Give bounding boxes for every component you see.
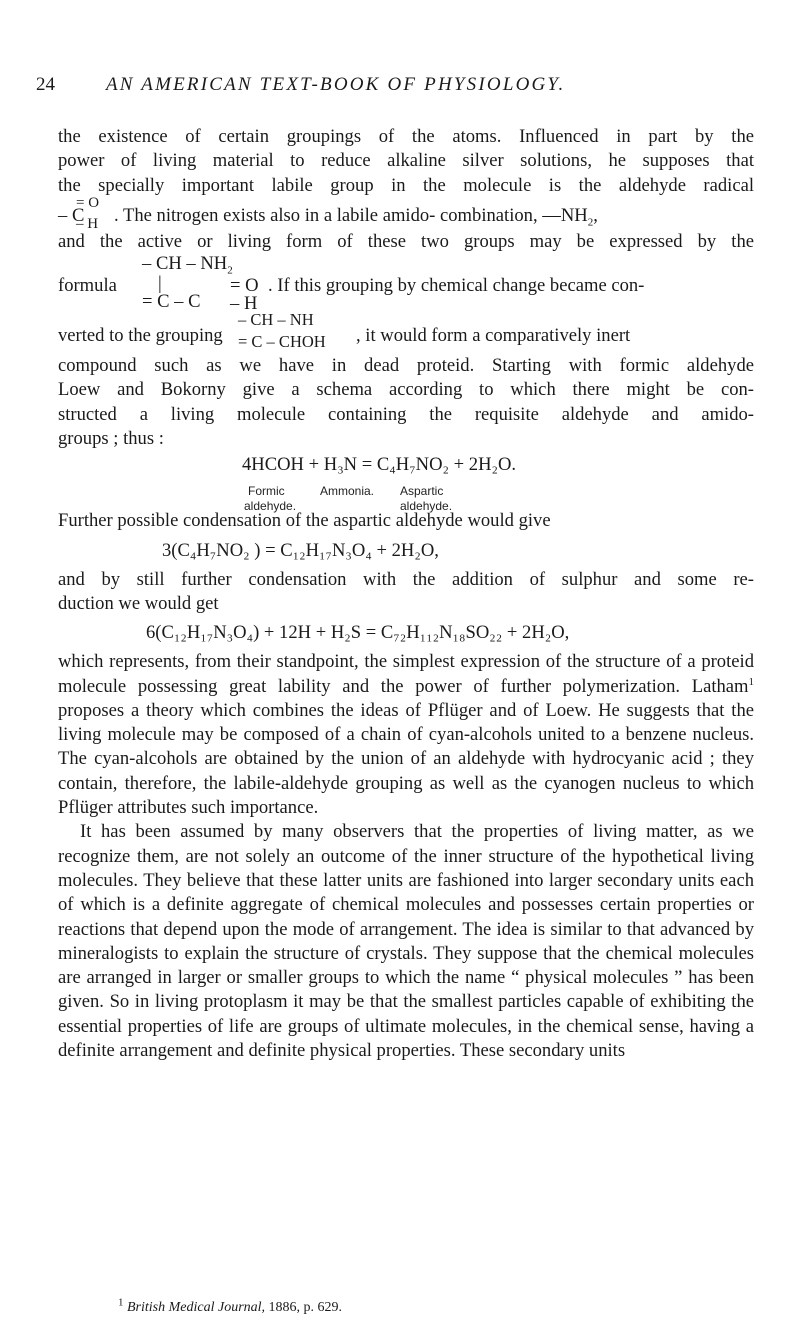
label-formic-2: aldehyde. <box>244 499 297 514</box>
grouping-bottom: = C – CHOH <box>238 332 326 352</box>
formula-top: – CH – $NH_2$ <box>142 253 233 277</box>
formula-right-bottom: – H <box>230 293 258 315</box>
label-formic: Formic <box>248 484 285 499</box>
label-ammonia: Ammonia. <box>320 484 375 499</box>
equation-formic <box>58 451 754 514</box>
grouping-top: – CH – NH <box>238 310 314 330</box>
verted-rest: , it would form a comparatively inert <box>356 325 631 347</box>
text-line: Further possible condensation of the aspartic aldehyde would give <box>58 510 551 532</box>
text-line: the specially important labile group in the molecule is the aldehyde radical <box>58 174 754 196</box>
text-line: duction we would get <box>58 592 219 614</box>
page-number: 24 <box>36 74 55 95</box>
aldehyde-left: – C <box>58 204 85 226</box>
verted-start: verted to the grouping <box>58 325 223 347</box>
aldehyde-top: = O <box>76 194 100 211</box>
page-header <box>36 74 756 98</box>
formula-bar: | <box>158 273 162 295</box>
formula-rest: . If this grouping by chemical change became con- <box>268 275 645 297</box>
text-line: the existence of certain groupings of the atoms. Influenced in part by the <box>58 126 754 147</box>
grouping-line <box>58 310 754 354</box>
text-line: groups ; thus : <box>58 428 164 450</box>
running-title: AN AMERICAN TEXT-BOOK OF PHYSIOLOGY. <box>106 74 566 95</box>
footnote: $^1$ British Medical Journal, 1886, p. 629. <box>118 1296 343 1315</box>
formula-bottom: = C – C <box>142 291 201 313</box>
text-line: and the active or living form of these two groups may be expressed by the <box>58 230 754 252</box>
paragraph-physical-molecules: It has been assumed by many observers that the properties of living matter, as we recognize them, are not solely an outcome of the inner structure of the hypothetical living molecules. They believe that these latter units are fashioned into larger secondary units each of which is a definite aggregate of chemical molecules and possesses certain properties or reactions that depend upon the mode of arrangement. The idea is similar to that advanced by mineralogists to explain the structure of crystals. They suppose that the chemical molecules are arranged in larger or smaller groups to which the name “ physical molecules ” has been given. So in living protoplasm it may be that the smallest particles capable of exhibiting the essential properties of life are groups of ultimate molecules, in the chemical sense, having a definite arrangement and definite physical properties. These secondary units <box>58 821 754 1062</box>
equation-sulphur <box>58 616 754 650</box>
label-aspartic: Aspartic <box>400 484 444 499</box>
formula-block <box>58 253 754 315</box>
text-line: structed a living molecule containing the requisite aldehyde and amido- <box>58 403 754 425</box>
text-line: power of living material to reduce alkaline silver solutions, he supposes that <box>58 150 754 172</box>
equation-text: 4HCOH + H₃N = C₄H₇NO₂ + 2H₂O. <box>242 454 517 476</box>
label-aspartic-2: aldehyde. <box>400 499 453 514</box>
equation-text: 6(C₁₂H₁₇N₃O₄) + 12H + H₂S = C₇₂H₁₁₂N₁₈SO₂₂ + 2H₂O, <box>146 622 570 644</box>
text-line: Loew and Bokorny give a schema according to which there might be con- <box>58 379 754 401</box>
aldehyde-bottom: – H <box>76 215 99 232</box>
equation-text: 3(C₄H₇NO₂ ) = C₁₂H₁₇N₃O₄ + 2H₂O, <box>162 539 439 561</box>
aldehyde-radical-line <box>58 194 754 232</box>
paragraph-latham: which represents, from their standpoint, the simplest expression of the structure of a proteid molecule possessing great lability and the power of further polymerization. Latham$^1$ proposes a theory which combines the ideas of Pflüger and of Loew. He suggests that the living molecule may be composed of a chain of cyan-alcohols united to a benzene nucleus. The cyan-alcohols are obtained by the union of an aldehyde with hydrocyanic acid ; they contain, therefore, the labile-aldehyde grouping as well as the cyanogen nucleus to which Pflüger attributes such importance. <box>58 651 754 819</box>
amido-text: . The nitrogen exists also in a labile amido- combination, $—NH_2$, <box>114 204 598 229</box>
formula-word: formula <box>58 275 117 297</box>
text-line: compound such as we have in dead proteid. Starting with formic aldehyde <box>58 355 754 377</box>
footnote-ref: 1 <box>748 675 754 688</box>
equation-condensation <box>58 534 754 568</box>
formula-right-top: = O <box>230 275 259 297</box>
text-line: and by still further condensation with the addition of sulphur and some re- <box>58 568 754 590</box>
page-body <box>58 125 754 1063</box>
